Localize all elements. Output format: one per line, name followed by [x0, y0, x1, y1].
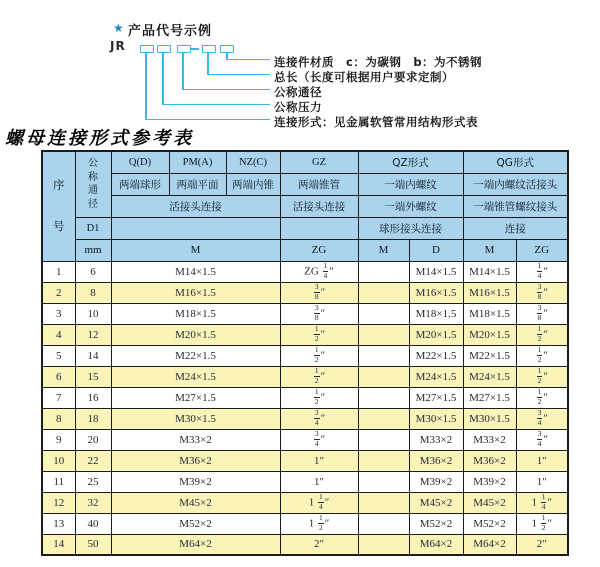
cell-dn: 16	[75, 387, 111, 408]
star-icon: ★	[113, 21, 124, 35]
table-row	[42, 492, 568, 513]
fraction: $\frac{1}{2}$	[541, 513, 546, 532]
cell-qg_m: M45×2	[463, 492, 516, 513]
cell-dn: 25	[75, 471, 111, 492]
cell-m: M18×1.5	[111, 303, 280, 324]
cell-qg_zg: $\frac{1}{2}$ ″	[516, 366, 568, 387]
table-row	[42, 345, 568, 366]
header-ext-thread-qz: 一端外螺纹	[358, 195, 463, 217]
cell-qz_m	[358, 366, 409, 387]
cell-qz_d: M16×1.5	[409, 282, 463, 303]
cell-qz_m	[358, 282, 409, 303]
header-row-4	[42, 217, 568, 239]
fraction: $\frac{1}{2}$	[314, 387, 319, 406]
cell-qz_d: M39×2	[409, 471, 463, 492]
fraction: $\frac{1}{2}$	[537, 387, 542, 406]
connector-line	[207, 74, 270, 76]
cell-qg_zg: $\frac{3}{4}$ ″	[516, 408, 568, 429]
cell-no: 12	[42, 492, 75, 513]
connector-line	[182, 89, 270, 91]
cell-no: 6	[42, 366, 75, 387]
header-blank-gz	[280, 217, 358, 239]
cell-no: 7	[42, 387, 75, 408]
connector-line	[145, 52, 147, 120]
nut-connection-table	[41, 150, 569, 556]
cell-gz: $\frac{3}{8}$ ″	[280, 303, 358, 324]
header-col-qg: QG形式	[463, 151, 568, 173]
cell-gz: 1″	[280, 471, 358, 492]
cell-gz: 1″	[280, 450, 358, 471]
cell-dn: 6	[75, 261, 111, 282]
code-box-1	[140, 45, 154, 53]
connector-line	[182, 52, 184, 90]
cell-qz_d: M36×2	[409, 450, 463, 471]
header-blank-left	[111, 217, 280, 239]
cell-no: 11	[42, 471, 75, 492]
cell-no: 5	[42, 345, 75, 366]
fraction: $\frac{1}{2}$	[537, 324, 542, 343]
fraction: $\frac{3}{8}$	[537, 282, 542, 301]
cell-dn: 40	[75, 513, 111, 534]
cell-gz: 1 $\frac{1}{2}$ ″	[280, 513, 358, 534]
cell-m: M52×2	[111, 513, 280, 534]
header-unit-qg-m: M	[463, 239, 516, 261]
header-sub-pm: 两端平面	[169, 173, 226, 195]
cell-dn: 12	[75, 324, 111, 345]
cell-gz: $\frac{1}{2}$ ″	[280, 366, 358, 387]
table-row	[42, 471, 568, 492]
header-col-pm: PM(A)	[169, 151, 226, 173]
header-taper-joint-qg: 一端锥管螺纹接头	[463, 195, 568, 217]
cell-gz: $\frac{1}{2}$ ″	[280, 387, 358, 408]
fraction: $\frac{1}{2}$	[314, 345, 319, 364]
header-row-2	[42, 173, 568, 195]
cell-qz_m	[358, 471, 409, 492]
cell-qg_zg: $\frac{1}{2}$ ″	[516, 324, 568, 345]
fraction: $\frac{3}{8}$	[314, 282, 319, 301]
cell-qg_zg: 1″	[516, 450, 568, 471]
cell-gz: $\frac{3}{4}$ ″	[280, 408, 358, 429]
fraction: $\frac{1}{2}$	[537, 345, 542, 364]
connector-line	[162, 52, 164, 105]
cell-qz_m	[358, 450, 409, 471]
fraction: $\frac{1}{2}$	[318, 513, 323, 532]
cell-qg_m: M64×2	[463, 534, 516, 555]
header-ball-joint-qz: 球形接头连接	[358, 217, 463, 239]
cell-qg_m: M20×1.5	[463, 324, 516, 345]
code-label-connection: 连接形式：见金属软管常用结构形式表	[274, 115, 478, 129]
code-box-2	[157, 45, 171, 53]
header-serial: 序 号	[42, 151, 75, 261]
header-union-gz: 活接头连接	[280, 195, 358, 217]
cell-dn: 32	[75, 492, 111, 513]
cell-m: M14×1.5	[111, 261, 280, 282]
fraction: $\frac{3}{4}$	[537, 429, 542, 448]
fraction: $\frac{1}{4}$	[318, 492, 323, 511]
cell-qz_m	[358, 492, 409, 513]
code-label-pressure: 公称压力	[274, 100, 322, 114]
header-col-nz: NZ(C)	[226, 151, 280, 173]
header-row-1	[42, 151, 568, 173]
cell-gz: $\frac{1}{2}$ ″	[280, 345, 358, 366]
cell-qg_m: M36×2	[463, 450, 516, 471]
cell-no: 10	[42, 450, 75, 471]
cell-m: M39×2	[111, 471, 280, 492]
cell-no: 4	[42, 324, 75, 345]
cell-m: M36×2	[111, 450, 280, 471]
cell-m: M27×1.5	[111, 387, 280, 408]
fraction: $\frac{3}{4}$	[537, 408, 542, 427]
header-sub-q: 两端球形	[111, 173, 169, 195]
cell-qg_zg: $\frac{1}{2}$ ″	[516, 345, 568, 366]
cell-gz: $\frac{3}{8}$ ″	[280, 282, 358, 303]
cell-qz_m	[358, 324, 409, 345]
table-row	[42, 324, 568, 345]
cell-no: 2	[42, 282, 75, 303]
cell-qg_m: M27×1.5	[463, 387, 516, 408]
cell-qz_m	[358, 513, 409, 534]
cell-no: 9	[42, 429, 75, 450]
table-row	[42, 429, 568, 450]
header-d1: D1	[75, 217, 111, 239]
connector-line	[207, 52, 209, 75]
table-row	[42, 282, 568, 303]
header-unit-qg-zg: ZG	[516, 239, 568, 261]
cell-qz_m	[358, 387, 409, 408]
cell-qz_m	[358, 261, 409, 282]
header-unit-qz-d: D	[409, 239, 463, 261]
header-union-left: 活接头连接	[111, 195, 280, 217]
code-label-length: 总长（长度可根据用户要求定制）	[274, 70, 454, 84]
cell-dn: 50	[75, 534, 111, 555]
fraction: $\frac{3}{8}$	[537, 303, 542, 322]
cell-qg_zg: $\frac{3}{8}$ ″	[516, 282, 568, 303]
cell-dn: 20	[75, 429, 111, 450]
fraction: $\frac{1}{4}$	[537, 261, 542, 280]
cell-qz_d: M22×1.5	[409, 345, 463, 366]
table-row	[42, 513, 568, 534]
header-nominal-diameter: 公 称 通 径	[75, 151, 111, 217]
cell-qz_d: M52×2	[409, 513, 463, 534]
cell-dn: 10	[75, 303, 111, 324]
table-row	[42, 450, 568, 471]
fraction: $\frac{3}{4}$	[314, 429, 319, 448]
header-col-qz: QZ形式	[358, 151, 463, 173]
cell-dn: 14	[75, 345, 111, 366]
connector-line	[162, 104, 270, 106]
code-label-material: 连接件材质 c：为碳钢 b：为不锈钢	[274, 55, 483, 69]
cell-qg_zg: $\frac{1}{2}$ ″	[516, 387, 568, 408]
cell-gz: 1 $\frac{1}{4}$ ″	[280, 492, 358, 513]
code-box-4	[202, 45, 216, 53]
connector-line	[226, 59, 270, 61]
header-col-gz: GZ	[280, 151, 358, 173]
fraction: $\frac{1}{4}$	[323, 261, 328, 280]
cell-qg_m: M30×1.5	[463, 408, 516, 429]
fraction: $\frac{3}{4}$	[314, 408, 319, 427]
header-sub-qg: 一端内螺纹活接头	[463, 173, 568, 195]
cell-qz_d: M27×1.5	[409, 387, 463, 408]
table-row	[42, 387, 568, 408]
table-row	[42, 303, 568, 324]
cell-qz_m	[358, 534, 409, 555]
cell-qg_m: M52×2	[463, 513, 516, 534]
fraction: $\frac{1}{2}$	[537, 366, 542, 385]
header-connect-qg: 连接	[463, 217, 568, 239]
cell-dn: 22	[75, 450, 111, 471]
cell-no: 8	[42, 408, 75, 429]
cell-m: M24×1.5	[111, 366, 280, 387]
cell-gz: $\frac{3}{4}$ ″	[280, 429, 358, 450]
diagram-title: 产品代号示例	[128, 24, 213, 39]
header-mm: mm	[75, 239, 111, 261]
cell-qg_m: M33×2	[463, 429, 516, 450]
fraction: $\frac{1}{4}$	[541, 492, 546, 511]
cell-qg_m: M18×1.5	[463, 303, 516, 324]
cell-qg_zg: $\frac{3}{8}$ ″	[516, 303, 568, 324]
cell-gz: $\frac{1}{2}$ ″	[280, 324, 358, 345]
cell-qg_zg: 1″	[516, 471, 568, 492]
table-row	[42, 366, 568, 387]
header-row-5	[42, 239, 568, 261]
table-row	[42, 261, 568, 282]
cell-qz_d: M45×2	[409, 492, 463, 513]
header-row-3	[42, 195, 568, 217]
code-prefix: JR	[110, 39, 126, 53]
code-box-3	[177, 45, 191, 53]
connector-line	[145, 119, 270, 121]
cell-dn: 18	[75, 408, 111, 429]
cell-gz: ZG $\frac{1}{4}$ ″	[280, 261, 358, 282]
cell-no: 13	[42, 513, 75, 534]
cell-gz: 2″	[280, 534, 358, 555]
header-unit-qz-m: M	[358, 239, 409, 261]
code-label-diameter: 公称通径	[274, 85, 322, 99]
cell-m: M30×1.5	[111, 408, 280, 429]
cell-qz_d: M24×1.5	[409, 366, 463, 387]
header-sub-qz: 一端内螺纹	[358, 173, 463, 195]
cell-qg_m: M14×1.5	[463, 261, 516, 282]
cell-qz_d: M18×1.5	[409, 303, 463, 324]
cell-qz_d: M30×1.5	[409, 408, 463, 429]
fraction: $\frac{1}{2}$	[314, 324, 319, 343]
cell-m: M22×1.5	[111, 345, 280, 366]
fraction: $\frac{3}{8}$	[314, 303, 319, 322]
cell-qz_m	[358, 303, 409, 324]
cell-qg_m: M39×2	[463, 471, 516, 492]
cell-qz_d: M64×2	[409, 534, 463, 555]
cell-qz_d: M33×2	[409, 429, 463, 450]
cell-qg_m: M22×1.5	[463, 345, 516, 366]
cell-dn: 15	[75, 366, 111, 387]
cell-m: M45×2	[111, 492, 280, 513]
cell-no: 1	[42, 261, 75, 282]
cell-qg_m: M16×1.5	[463, 282, 516, 303]
cell-qg_zg: $\frac{3}{4}$ ″	[516, 429, 568, 450]
header-sub-nz: 两端内锥	[226, 173, 280, 195]
table-title: 螺母连接形式参考表	[5, 128, 194, 148]
header-sub-gz: 两端锥管	[280, 173, 358, 195]
code-dash	[191, 48, 199, 50]
header-col-q: Q(D)	[111, 151, 169, 173]
cell-m: M64×2	[111, 534, 280, 555]
cell-m: M33×2	[111, 429, 280, 450]
fraction: $\frac{1}{2}$	[314, 366, 319, 385]
cell-qg_zg: $\frac{1}{4}$ ″	[516, 261, 568, 282]
cell-m: M16×1.5	[111, 282, 280, 303]
cell-no: 3	[42, 303, 75, 324]
header-unit-zg: ZG	[280, 239, 358, 261]
cell-qz_m	[358, 429, 409, 450]
cell-qz_m	[358, 345, 409, 366]
cell-qz_d: M20×1.5	[409, 324, 463, 345]
cell-qg_m: M24×1.5	[463, 366, 516, 387]
table-row	[42, 408, 568, 429]
cell-qz_m	[358, 408, 409, 429]
cell-qg_zg: 1 $\frac{1}{4}$ ″	[516, 492, 568, 513]
table-row	[42, 534, 568, 555]
cell-qz_d: M14×1.5	[409, 261, 463, 282]
cell-qg_zg: 2″	[516, 534, 568, 555]
header-unit-m: M	[111, 239, 280, 261]
cell-no: 14	[42, 534, 75, 555]
cell-m: M20×1.5	[111, 324, 280, 345]
cell-dn: 8	[75, 282, 111, 303]
cell-qg_zg: 1 $\frac{1}{2}$ ″	[516, 513, 568, 534]
